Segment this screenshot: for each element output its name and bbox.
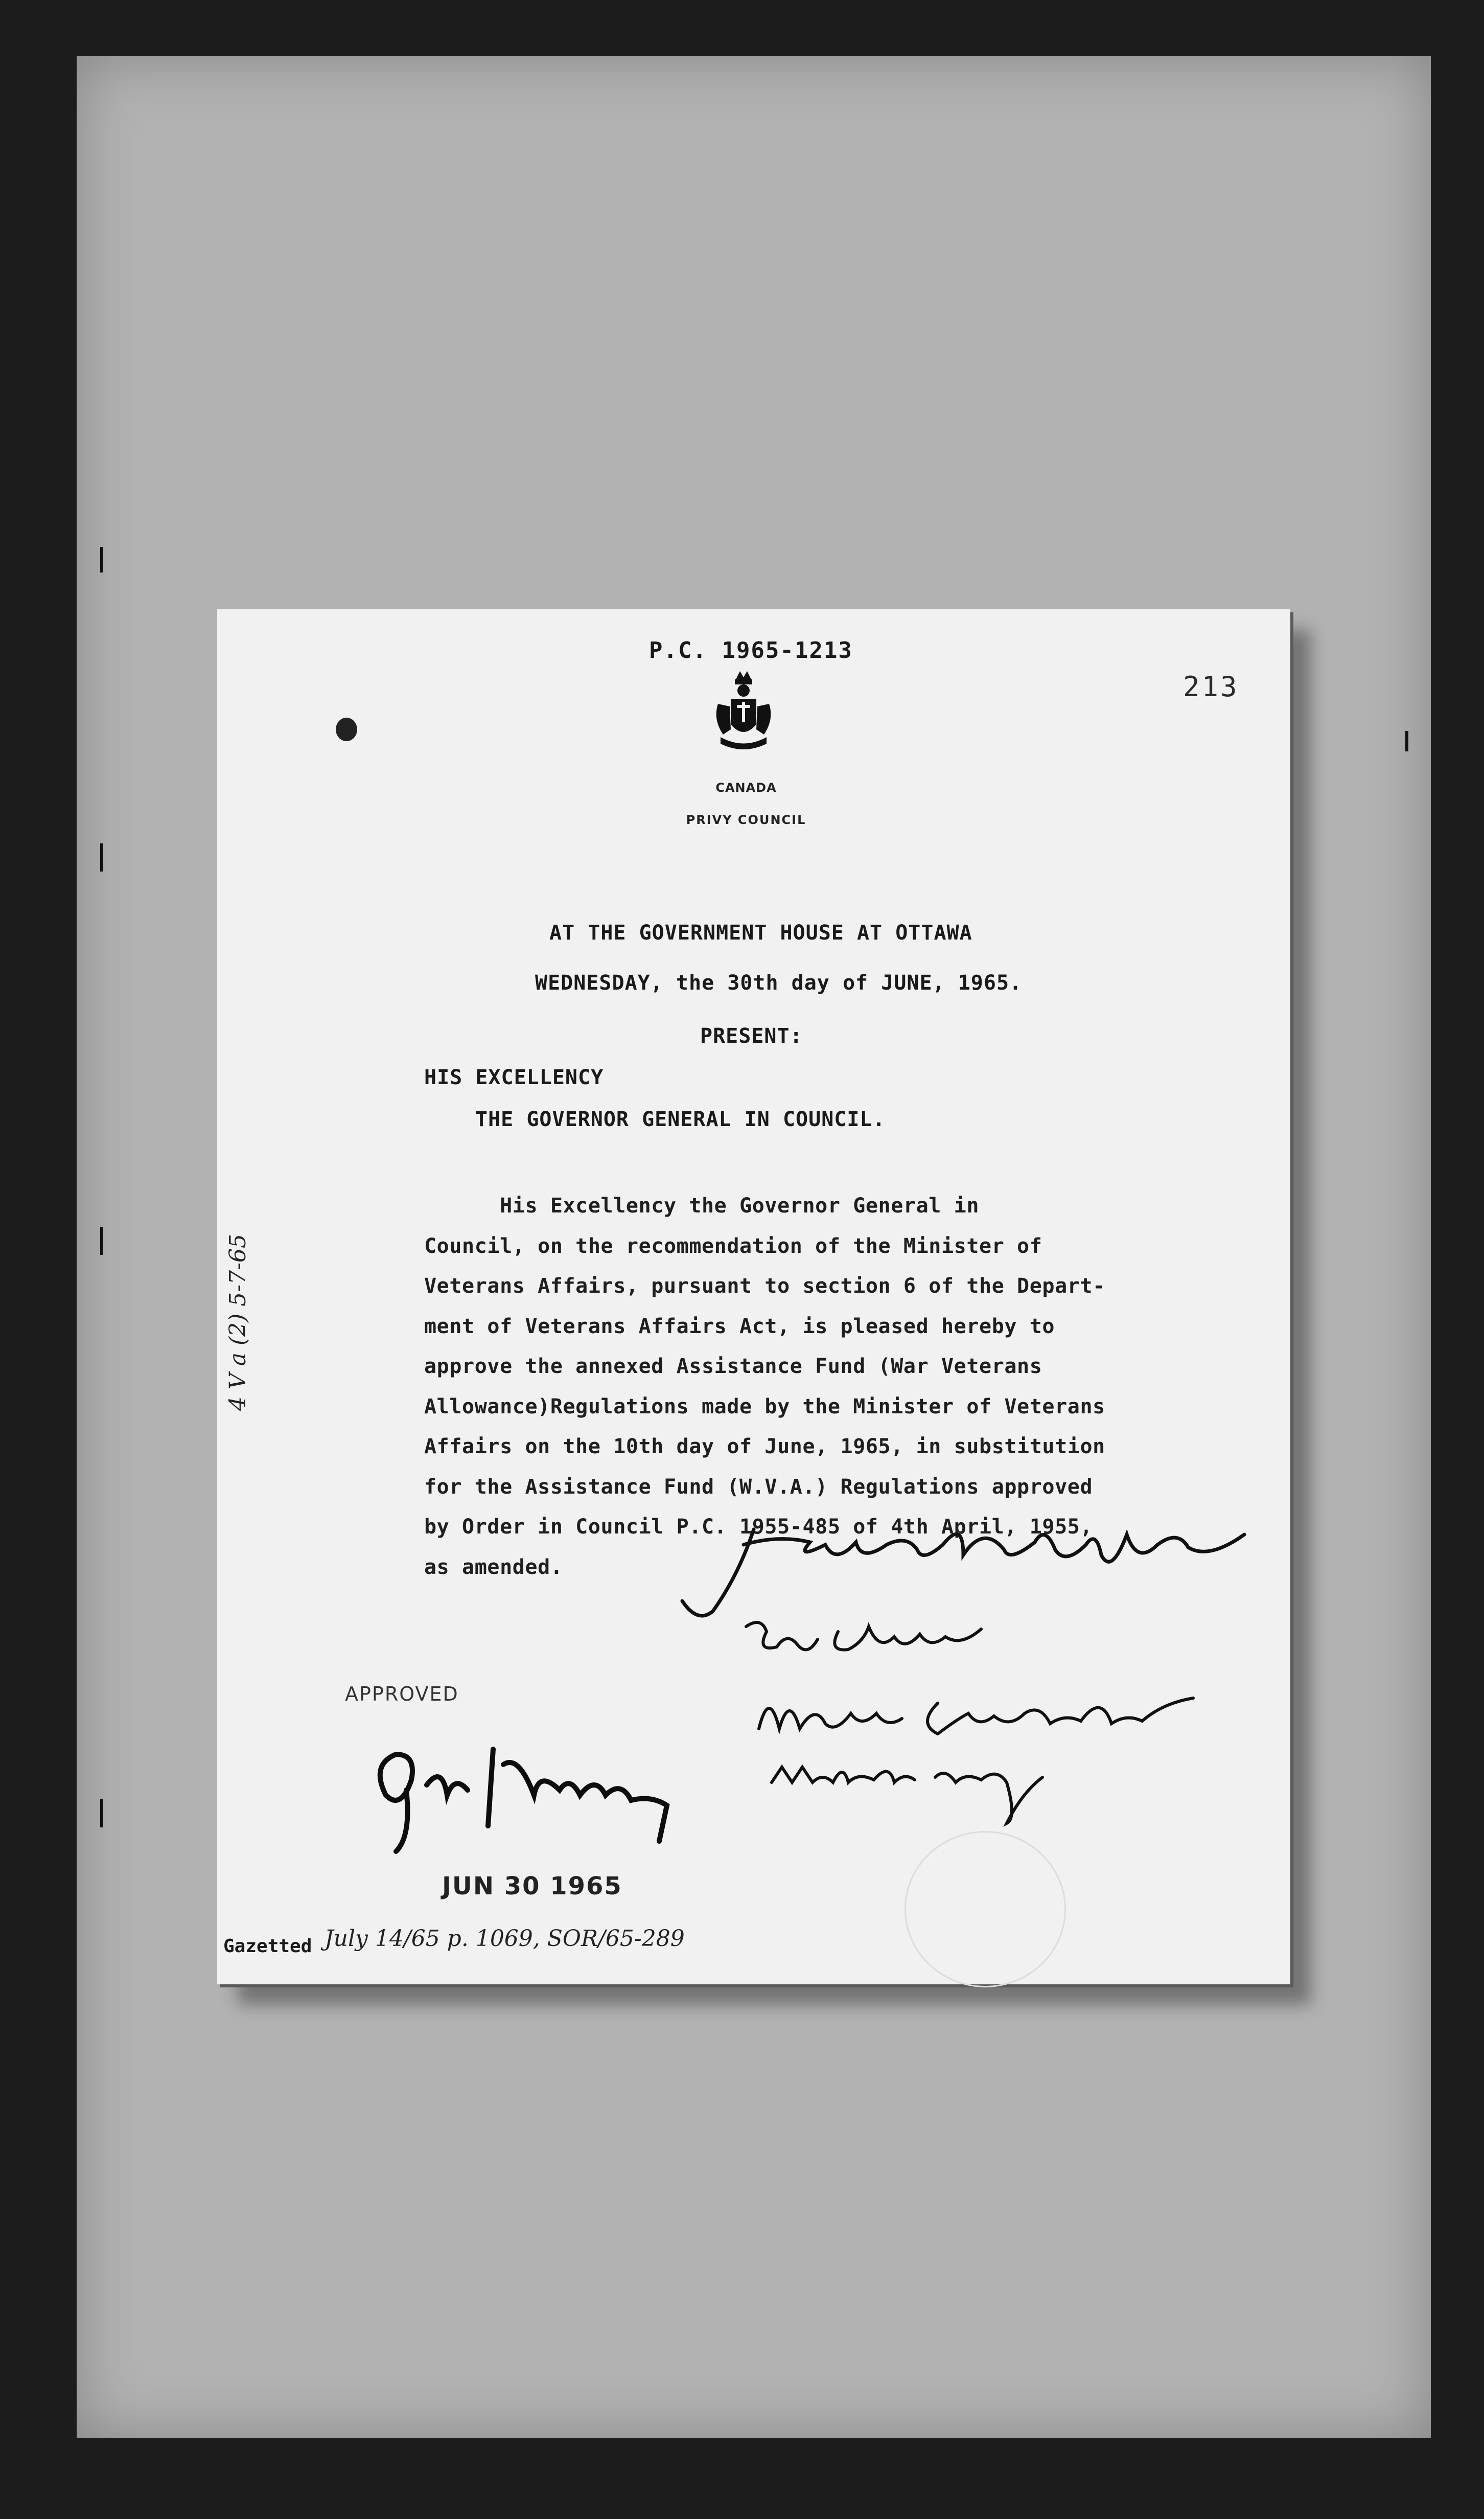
approved-label: APPROVED (345, 1683, 459, 1705)
edge-mark (100, 843, 103, 872)
body-line: as amended. (424, 1555, 563, 1579)
edge-mark (100, 1227, 103, 1255)
order-in-council-document (217, 609, 1290, 1984)
edge-mark (1405, 731, 1408, 751)
letterhead-country: CANADA (715, 781, 777, 795)
present-heading: PRESENT: (700, 1024, 803, 1048)
body-line: ment of Veterans Affairs Act, is pleased hereby to (424, 1314, 1055, 1338)
page-number: 213 (1183, 671, 1239, 703)
addressee-line-2: THE GOVERNOR GENERAL IN COUNCIL. (475, 1108, 886, 1131)
signature-minister-1 (677, 1514, 1255, 1627)
signature-minister-4 (767, 1752, 1053, 1828)
date-heading: WEDNESDAY, the 30th day of JUNE, 1965. (535, 971, 1023, 995)
canada-coat-of-arms-icon (710, 668, 777, 752)
signature-minister-3 (754, 1683, 1203, 1754)
body-line: for the Assistance Fund (W.V.A.) Regulations approved (424, 1475, 1093, 1499)
margin-note: 4 V a (2) 5-7-65 (225, 1234, 251, 1411)
body-line: His Excellency the Governor General in (424, 1194, 980, 1218)
body-line: by Order in Council P.C. 1955-485 of 4th April, 1955, (424, 1515, 1093, 1539)
body-line: Affairs on the 10th day of June, 1965, in substitution (424, 1435, 1105, 1458)
signature-governor-general (365, 1734, 692, 1867)
gazetted-label: Gazetted (223, 1936, 312, 1957)
edge-mark (100, 1799, 103, 1827)
place-heading: AT THE GOVERNMENT HOUSE AT OTTAWA (549, 921, 972, 945)
gazetted-note: July 14/65 p. 1069, SOR/65-289 (324, 1926, 685, 1952)
signature-minister-2 (741, 1611, 986, 1667)
pc-number: P.C. 1965-1213 (649, 637, 853, 663)
punch-hole (336, 718, 357, 741)
body-line: Council, on the recommendation of the Minister of (424, 1234, 1042, 1258)
approval-stamp-date: JUN 30 1965 (442, 1872, 622, 1900)
body-line: Veterans Affairs, pursuant to section 6 of the Depart- (424, 1274, 1105, 1298)
body-line: approve the annexed Assistance Fund (War Veterans (424, 1355, 1042, 1378)
edge-mark (100, 547, 103, 572)
letterhead-privy-council: PRIVY COUNCIL (686, 813, 806, 827)
addressee-line-1: HIS EXCELLENCY (424, 1066, 604, 1089)
body-line: Allowance)Regulations made by the Minister of Veterans (424, 1394, 1105, 1418)
embossed-seal (905, 1831, 1066, 1987)
